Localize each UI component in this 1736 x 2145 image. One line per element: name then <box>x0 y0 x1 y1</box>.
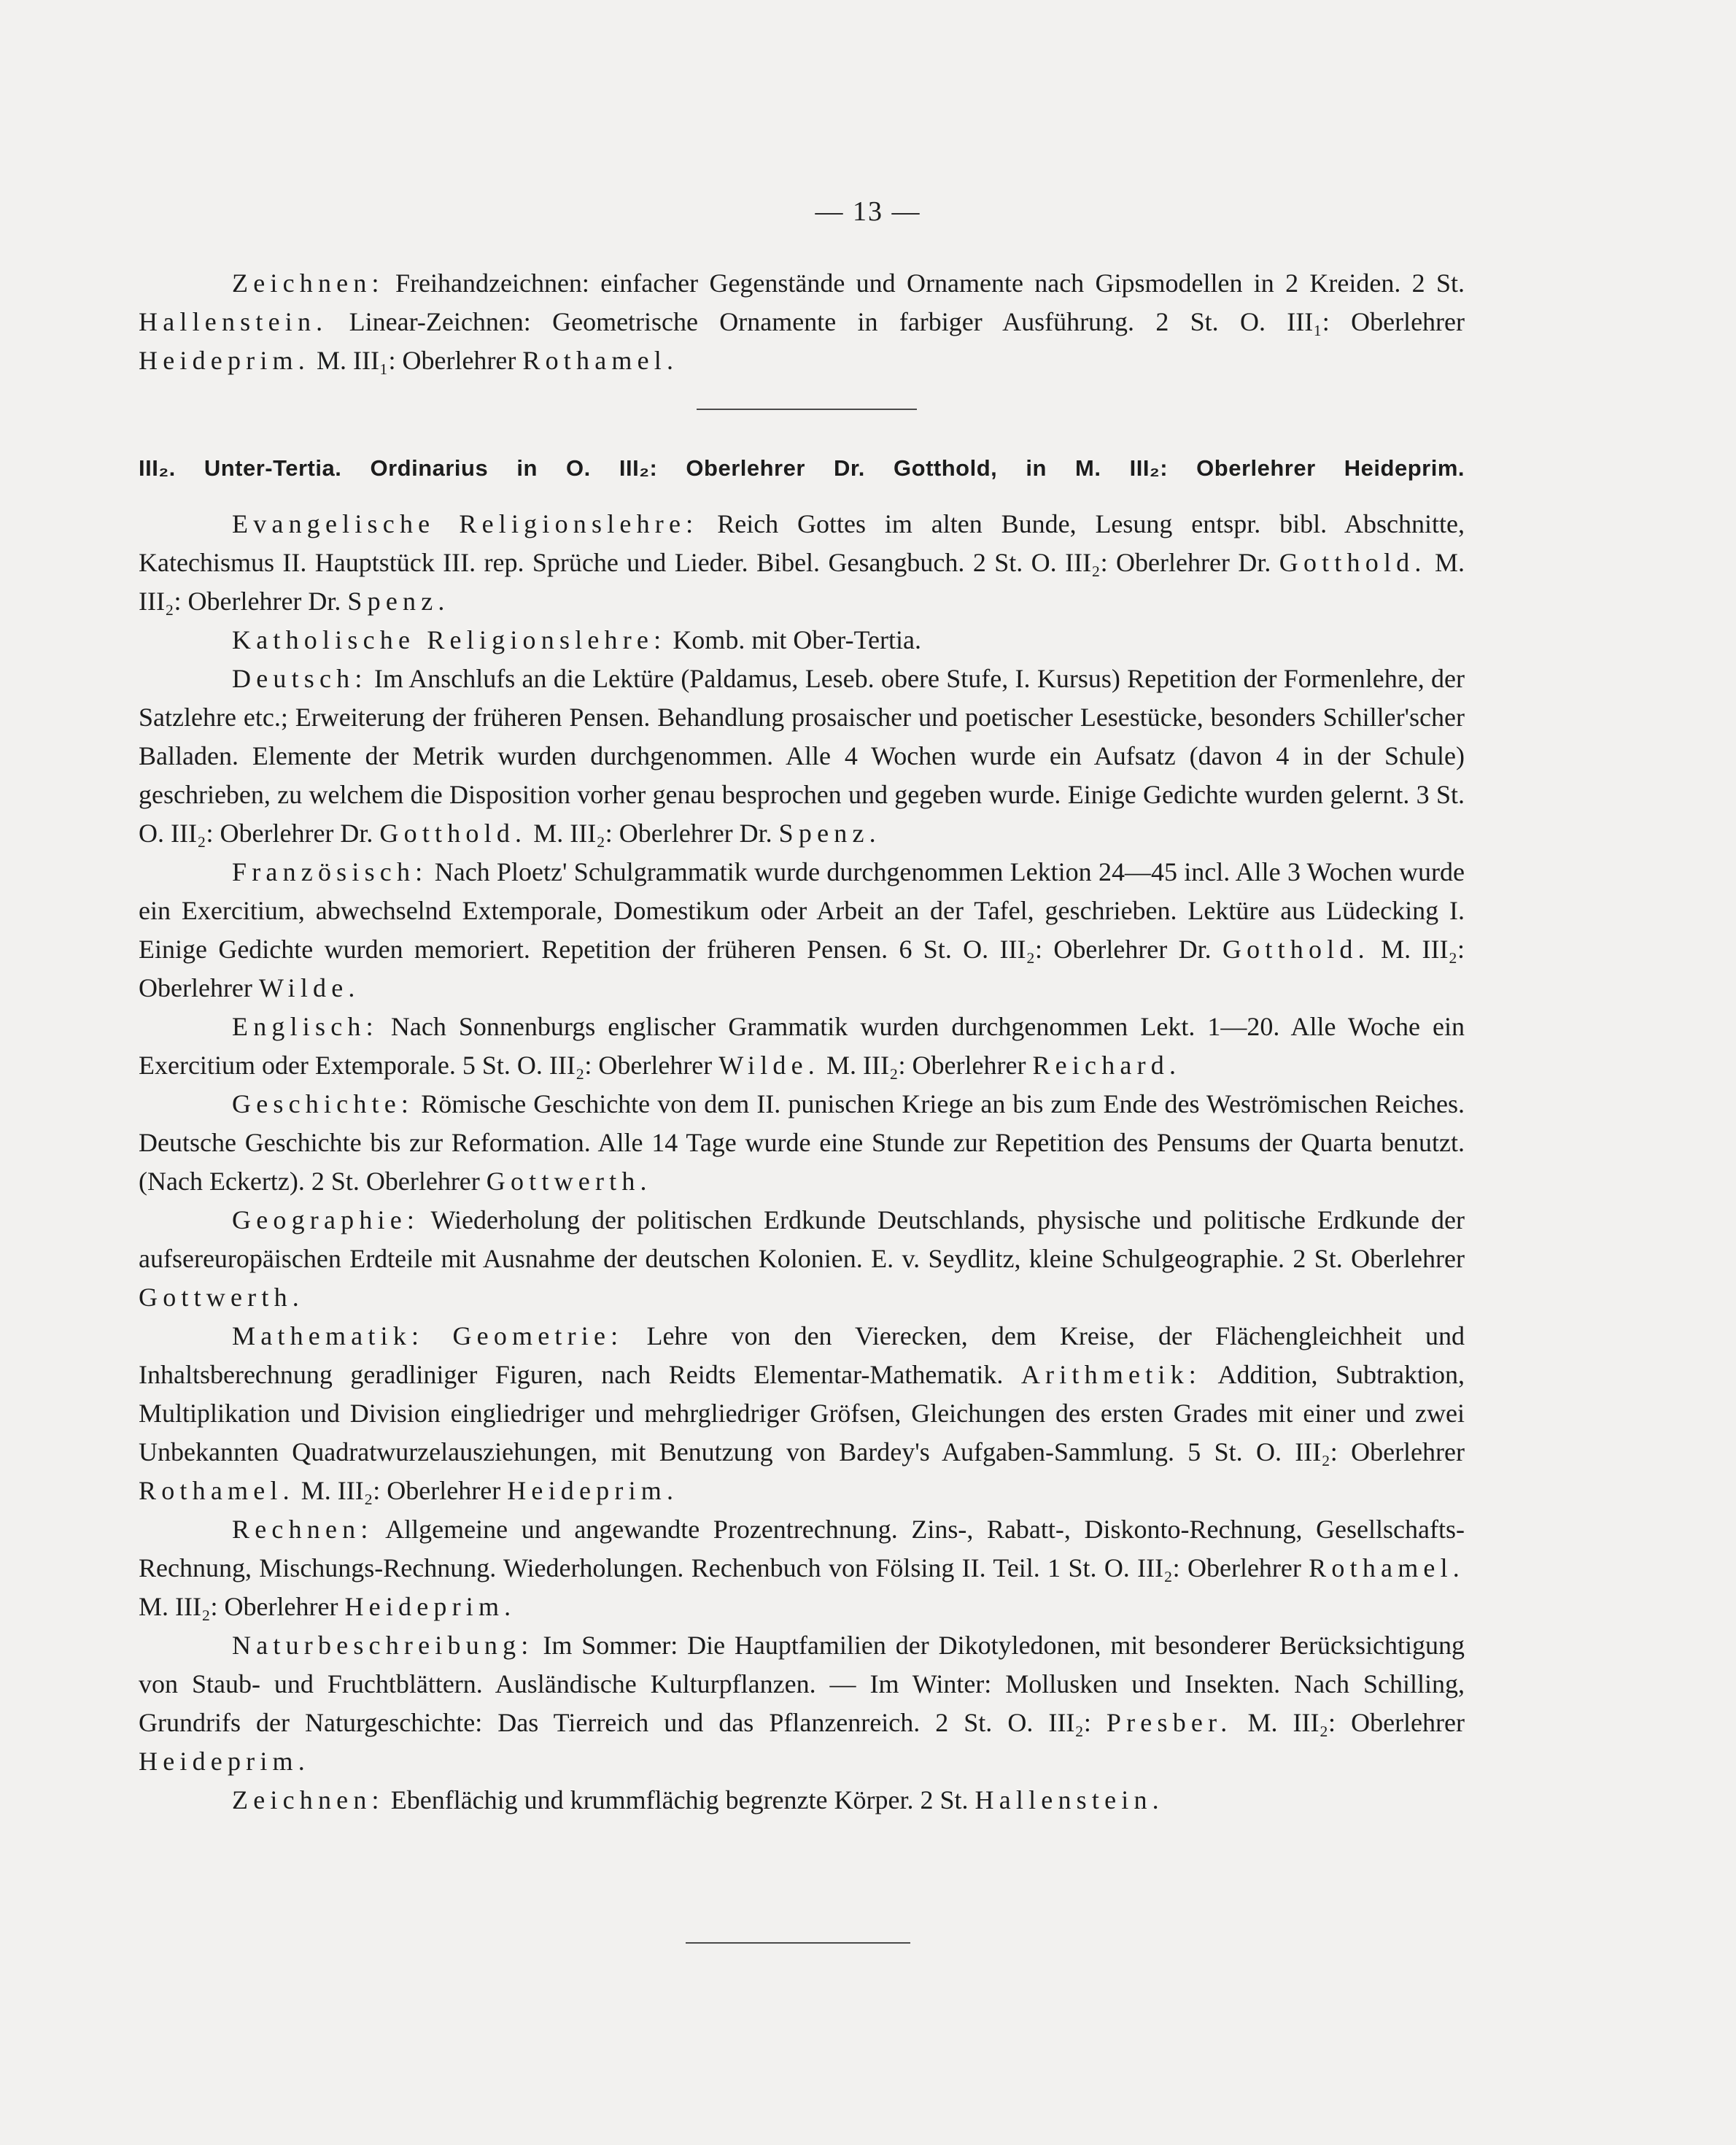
closing-divider <box>686 1942 910 1944</box>
paragraph-mathematik <box>139 1317 1465 1510</box>
paragraph-text: Komb. mit Ober-Tertia. <box>666 625 921 654</box>
teacher-name: Presber. <box>1106 1708 1233 1737</box>
paragraph-text: M. III₂: Oberlehrer <box>820 1051 1033 1080</box>
paragraph-text: Nach Sonnenburgs englischer Grammatik wurden durchgenommen Lekt. 1—20. Alle Woche ein Exercitium oder Extemporale. 5 St. O. III₂: Oberlehrer <box>139 1012 1465 1080</box>
paragraph-text: Addition, Subtraktion, Multiplikation und Division eingliedriger und mehrgliedriger Gröfsen, Gleichungen des ersten Grades mit einer und zwei Unbekannten Quadratwurzelausziehungen, mit Benutzung von Bardey's Aufgaben-Sammlung. 5 St. O. III₂: Oberlehrer <box>139 1360 1465 1466</box>
subject-label: Geschichte: <box>232 1089 414 1118</box>
section-heading: III₂. Unter-Tertia. Ordinarius in O. III₂: Oberlehrer Dr. Gotthold, in M. III₂: Oberlehrer Heideprim. <box>139 455 1465 481</box>
paragraph-text: Reich Gottes im alten Bunde, Lesung entspr. bibl. Abschnitte, Katechismus II. Hauptstück III. rep. Sprüche und Lieder. Bibel. Gesangbuch. 2 St. O. III₂: Oberlehrer Dr. <box>139 509 1465 577</box>
subject-label: Geographie: <box>232 1205 420 1234</box>
paragraph-text: Lehre von den Vierecken, dem Kreise, der Flächengleichheit und Inhaltsberechnung geradliniger Figuren, nach Reidts Elementar-Mathematik. <box>139 1321 1465 1389</box>
teacher-name: Spenz. <box>347 587 450 616</box>
paragraph-text: M. III₁: Oberlehrer <box>309 346 523 375</box>
teacher-name: Reichard. <box>1032 1051 1182 1080</box>
teacher-name: Spenz. <box>778 819 881 848</box>
subject-label: Naturbeschreibung: <box>232 1631 534 1660</box>
teacher-name: Gotthold. <box>1222 935 1370 964</box>
teacher-name: Gotthold. <box>1279 548 1427 577</box>
paragraph-text: M. III₂: Oberlehrer <box>1232 1708 1465 1737</box>
paragraph-zeichnen-intro <box>139 264 1465 380</box>
paragraph-text: Linear-Zeichnen: Geometrische Ornamente in farbiger Ausführung. 2 St. O. III₁: Oberlehrer <box>328 307 1465 336</box>
paragraph-geschichte <box>139 1085 1465 1201</box>
subject-label: Rechnen: <box>232 1515 373 1544</box>
paragraph-rechnen <box>139 1510 1465 1626</box>
subject-label: Evangelische Religionslehre: <box>232 509 699 538</box>
teacher-name: Wilde. <box>258 973 360 1002</box>
intro-section <box>139 264 1465 380</box>
teacher-name: Rothamel. <box>522 346 679 375</box>
paragraph-text: M. III₂: Oberlehrer <box>139 935 1465 1002</box>
teacher-name: Hallenstein. <box>974 1785 1164 1814</box>
paragraph-text: M. III₂: Oberlehrer <box>294 1476 508 1505</box>
paragraph-text: M. III₂: Oberlehrer Dr. <box>527 819 779 848</box>
subject-label: Zeichnen: <box>232 268 384 298</box>
teacher-name: Heideprim. <box>139 346 310 375</box>
teacher-name: Gotthold. <box>379 819 527 848</box>
paragraph-deutsch <box>139 660 1465 853</box>
paragraph-text: Nach Ploetz' Schulgrammatik wurde durchgenommen Lektion 24—45 incl. Alle 3 Wochen wurde ein Exercitium, abwechselnd Extemporale, Domestikum oder Arbeit an der Tafel, geschrieben. Lektüre aus Lüdecking I. Einige Gedichte wurden memoriert. Repetition der früheren Pensen. 6 St. O. III₂: Oberlehrer Dr. <box>139 857 1465 964</box>
subject-label: Mathematik: Geometrie: <box>232 1321 624 1350</box>
subject-label: Katholische Religionslehre: <box>232 625 667 654</box>
teacher-name: Rothamel. <box>139 1476 295 1505</box>
paragraph-text: Römische Geschichte von dem II. punischen Kriege an bis zum Ende des Weströmischen Reiches. Deutsche Geschichte bis zur Reformation. Alle 14 Tage wurde eine Stunde zur Repetition des Pensums der Quarta benutzt. (Nach Eckertz). 2 St. Oberlehrer <box>139 1089 1465 1196</box>
page-number: — 13 — <box>815 196 921 227</box>
subject-label: Englisch: <box>232 1012 379 1041</box>
paragraph-englisch <box>139 1008 1465 1085</box>
teacher-name: Heideprim. <box>344 1592 516 1621</box>
paragraph-naturbeschreibung <box>139 1626 1465 1781</box>
paragraph-text: Allgemeine und angewandte Prozentrechnung. Zins-, Rabatt-, Diskonto-Rechnung, Gesellschafts-Rechnung, Mischungs-Rechnung. Wiederholungen. Rechenbuch von Fölsing II. Teil. 1 St. O. III₂: Oberlehrer <box>139 1515 1465 1582</box>
paragraph-text: Im Anschlufs an die Lektüre (Paldamus, Leseb. obere Stufe, I. Kursus) Repetition der Formenlehre, der Satzlehre etc.; Erweiterung der früheren Pensen. Behandlung prosaischer und poetischer Lesestücke, besonders Schiller'scher Balladen. Elemente der Metrik wurden durchgenommen. Alle 4 Wochen wurde ein Aufsatz (davon 4 in der Schule) geschrieben, zu welchem die Disposition vorher genau besprochen und gegeben wurde. Einige Gedichte wurden gelernt. 3 St. O. III₂: Oberlehrer Dr. <box>139 664 1465 848</box>
teacher-name: Gottwerth. <box>139 1283 304 1312</box>
paragraph-franzoesisch <box>139 853 1465 1008</box>
subject-sublabel: Arithmetik: <box>1020 1360 1202 1389</box>
subject-label: Französisch: <box>232 857 428 886</box>
teacher-name: Rothamel. <box>1309 1553 1465 1582</box>
paragraph-geographie <box>139 1201 1465 1317</box>
paragraph-evangelische-religionslehre <box>139 505 1465 621</box>
teacher-name: Gottwerth. <box>486 1167 652 1196</box>
subject-label: Deutsch: <box>232 664 368 693</box>
teacher-name: Wilde. <box>718 1051 821 1080</box>
teacher-name: Heideprim. <box>507 1476 679 1505</box>
teacher-name: Hallenstein. <box>139 307 328 336</box>
paragraph-text: M. III₂: Oberlehrer <box>139 1592 345 1621</box>
teacher-name: Heideprim. <box>139 1747 310 1776</box>
paragraph-text: Freihandzeichnen: einfacher Gegenstände und Ornamente nach Gipsmodellen in 2 Kreiden. 2 St. <box>384 268 1465 298</box>
paragraph-katholische-religionslehre <box>139 621 1465 660</box>
subject-label: Zeichnen: <box>232 1785 384 1814</box>
section-divider <box>697 409 917 410</box>
paragraph-text: Wiederholung der politischen Erdkunde Deutschlands, physische und politische Erdkunde der aufsereuropäischen Erdteile mit Ausnahme der deutschen Kolonien. E. v. Seydlitz, kleine Schulgeographie. 2 St. Oberlehrer <box>139 1205 1465 1273</box>
paragraph-text: Im Sommer: Die Hauptfamilien der Dikotyledonen, mit besonderer Berücksichtigung von Staub- und Fruchtblättern. Ausländische Kulturpflanzen. — Im Winter: Mollusken und Insekten. Nach Schilling, Grundrifs der Naturgeschichte: Das Tierreich und das Pflanzenreich. 2 St. O. III₂: <box>139 1631 1465 1737</box>
paragraph-zeichnen <box>139 1781 1465 1820</box>
paragraph-text: Ebenflächig und krummflächig begrenzte Körper. 2 St. <box>384 1785 975 1814</box>
main-section <box>139 505 1465 1820</box>
paragraph-text: M. III₂: Oberlehrer Dr. <box>139 548 1465 616</box>
